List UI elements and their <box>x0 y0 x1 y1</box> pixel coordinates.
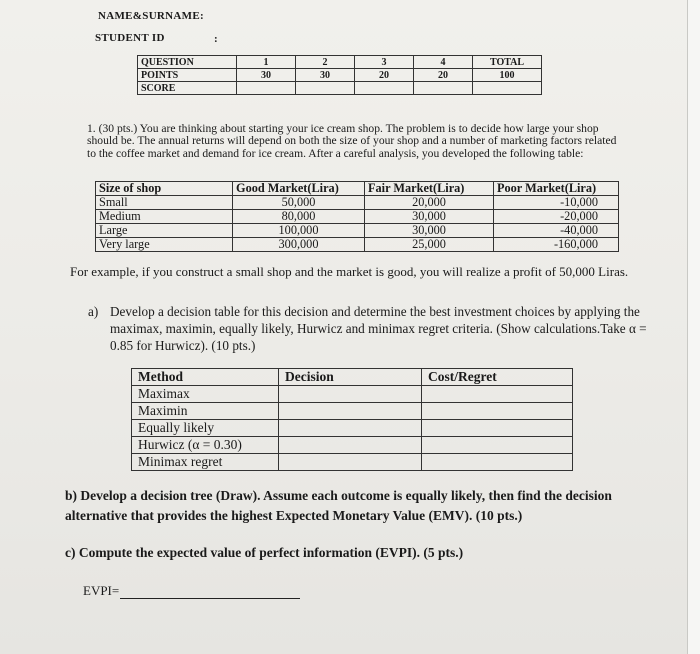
decision-answer-cell[interactable] <box>279 454 422 471</box>
student-id-label: STUDENT ID <box>95 32 165 44</box>
table-row <box>96 238 619 252</box>
score-cell: 30 <box>296 69 355 82</box>
score-cell: 30 <box>237 69 296 82</box>
method-cell: Minimax regret <box>132 454 279 471</box>
table-row <box>96 196 619 210</box>
score-cell <box>355 82 414 95</box>
shop-table-header <box>96 182 619 196</box>
decision-answer-cell[interactable] <box>279 420 422 437</box>
adjacent-page-edge <box>687 0 700 654</box>
table-row <box>132 454 573 471</box>
score-cell: 3 <box>355 56 414 69</box>
shop-header-cell: Size of shop <box>96 182 233 196</box>
score-row-points <box>138 69 542 82</box>
method-cell: Equally likely <box>132 420 279 437</box>
shop-size-cell: Medium <box>96 210 233 224</box>
shop-payoff-table <box>95 181 619 252</box>
score-row-question <box>138 56 542 69</box>
part-a-label: a) <box>88 304 99 319</box>
good-market-cell: 300,000 <box>233 238 365 252</box>
good-market-cell: 80,000 <box>233 210 365 224</box>
good-market-cell: 50,000 <box>233 196 365 210</box>
score-cell: 20 <box>355 69 414 82</box>
evpi-answer <box>83 583 300 599</box>
cost-regret-answer-cell[interactable] <box>422 437 573 454</box>
question-1-intro: 1. (30 pts.) You are thinking about starting your ice cream shop. The problem is to decide how large your shop should be. The annual returns will depend on both the size of your shop and a number of marketing factors related to the coffee market and demand for ice cream. After a careful analysis, you developed the following table: <box>87 122 617 160</box>
method-cell: Hurwicz (α = 0.30) <box>132 437 279 454</box>
score-cell <box>296 82 355 95</box>
decision-header-cell: Cost/Regret <box>422 369 573 386</box>
fair-market-cell: 20,000 <box>365 196 494 210</box>
score-cell: 4 <box>414 56 473 69</box>
decision-header-cell: Decision <box>279 369 422 386</box>
name-label: NAME&SURNAME: <box>98 10 204 22</box>
score-cell <box>473 82 542 95</box>
table-row <box>132 386 573 403</box>
part-c-text: c) Compute the expected value of perfect information (EVPI). (5 pts.) <box>65 545 464 560</box>
fair-market-cell: 25,000 <box>365 238 494 252</box>
cost-regret-answer-cell[interactable] <box>422 420 573 437</box>
method-cell: Maximin <box>132 403 279 420</box>
score-cell <box>414 82 473 95</box>
score-row-score <box>138 82 542 95</box>
good-market-cell: 100,000 <box>233 224 365 238</box>
cost-regret-answer-cell[interactable] <box>422 386 573 403</box>
fair-market-cell: 30,000 <box>365 224 494 238</box>
student-id-colon: : <box>214 33 218 45</box>
score-cell <box>237 82 296 95</box>
score-cell: POINTS <box>138 69 237 82</box>
score-cell: 2 <box>296 56 355 69</box>
table-row <box>132 420 573 437</box>
cost-regret-answer-cell[interactable] <box>422 454 573 471</box>
example-text: For example, if you construct a small shop and the market is good, you will realize a profit of 50,000 Liras. <box>70 264 629 279</box>
part-b-text: b) Develop a decision tree (Draw). Assume each outcome is equally likely, then find the decision alternative that provides the highest Expected Monetary Value (EMV). (10 pts.) <box>65 488 612 523</box>
score-cell: QUESTION <box>138 56 237 69</box>
shop-header-cell: Poor Market(Lira) <box>494 182 619 196</box>
poor-market-cell: -160,000 <box>494 238 619 252</box>
shop-size-cell: Small <box>96 196 233 210</box>
shop-header-cell: Good Market(Lira) <box>233 182 365 196</box>
decision-table <box>131 368 573 471</box>
score-cell: 20 <box>414 69 473 82</box>
part-a-text: Develop a decision table for this decision and determine the best investment choices by applying the maximax, maximin, equally likely, Hurwicz and minimax regret criteria. (Show calculations.Take α = 0.85 for Hurwicz). (10 pts.) <box>110 304 647 353</box>
table-row <box>132 437 573 454</box>
method-cell: Maximax <box>132 386 279 403</box>
poor-market-cell: -10,000 <box>494 196 619 210</box>
decision-answer-cell[interactable] <box>279 437 422 454</box>
evpi-answer-line[interactable] <box>120 586 300 599</box>
table-row <box>132 403 573 420</box>
score-cell: 100 <box>473 69 542 82</box>
poor-market-cell: -40,000 <box>494 224 619 238</box>
decision-answer-cell[interactable] <box>279 403 422 420</box>
shop-size-cell: Large <box>96 224 233 238</box>
table-row <box>96 210 619 224</box>
fair-market-cell: 30,000 <box>365 210 494 224</box>
score-cell: SCORE <box>138 82 237 95</box>
score-table <box>137 55 542 95</box>
part-a <box>88 303 648 354</box>
decision-answer-cell[interactable] <box>279 386 422 403</box>
evpi-label: EVPI= <box>83 583 120 598</box>
cost-regret-answer-cell[interactable] <box>422 403 573 420</box>
decision-table-header <box>132 369 573 386</box>
shop-size-cell: Very large <box>96 238 233 252</box>
shop-header-cell: Fair Market(Lira) <box>365 182 494 196</box>
poor-market-cell: -20,000 <box>494 210 619 224</box>
table-row <box>96 224 619 238</box>
score-cell: TOTAL <box>473 56 542 69</box>
decision-header-cell: Method <box>132 369 279 386</box>
score-cell: 1 <box>237 56 296 69</box>
